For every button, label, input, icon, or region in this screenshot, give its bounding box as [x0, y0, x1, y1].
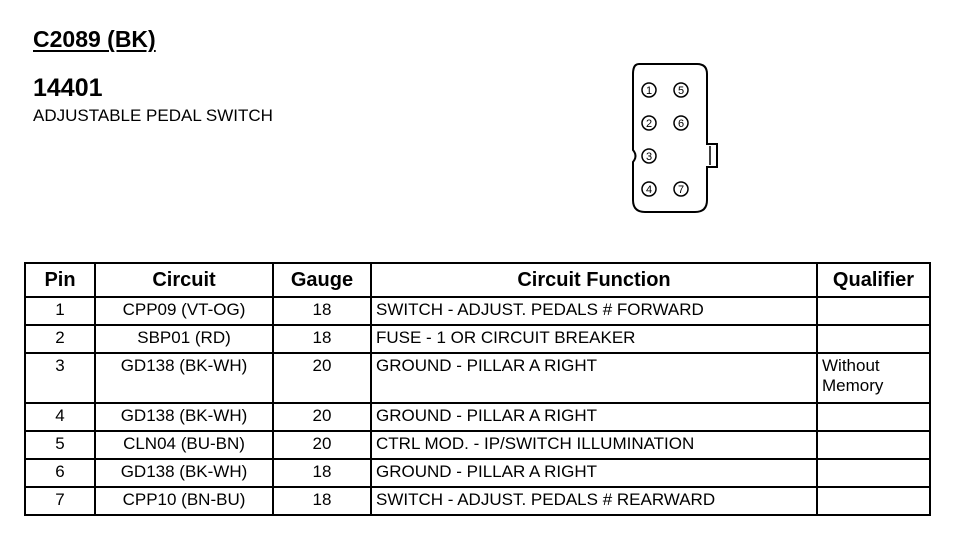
svg-text:7: 7	[677, 184, 685, 196]
gauge-cell: 20	[273, 431, 371, 459]
column-header-gauge: Gauge	[273, 263, 371, 297]
function-cell: FUSE - 1 OR CIRCUIT BREAKER	[371, 325, 817, 353]
pin-3-marker	[642, 149, 656, 163]
circuit-cell: SBP01 (RD)	[95, 325, 273, 353]
qualifier-cell	[817, 487, 930, 515]
gauge-cell: 18	[273, 487, 371, 515]
pin-cell: 7	[25, 487, 95, 515]
svg-text:3: 3	[645, 151, 653, 163]
circuit-cell: GD138 (BK-WH)	[95, 459, 273, 487]
part-number: 14401	[33, 74, 103, 102]
gauge-cell: 20	[273, 403, 371, 431]
function-cell: SWITCH - ADJUST. PEDALS # REARWARD	[371, 487, 817, 515]
table-row	[25, 487, 930, 515]
table-header-row	[25, 263, 930, 297]
qualifier-cell	[817, 431, 930, 459]
column-header-circuit: Circuit	[95, 263, 273, 297]
pin-6-marker	[674, 116, 688, 130]
connector-id: C2089 (BK)	[33, 26, 156, 52]
pin-4-marker	[642, 182, 656, 196]
qualifier-cell	[817, 325, 930, 353]
pin-cell: 2	[25, 325, 95, 353]
function-cell: GROUND - PILLAR A RIGHT	[371, 459, 817, 487]
pin-1-marker	[642, 83, 656, 97]
svg-text:1: 1	[645, 85, 653, 97]
function-cell: CTRL MOD. - IP/SWITCH ILLUMINATION	[371, 431, 817, 459]
function-cell: SWITCH - ADJUST. PEDALS # FORWARD	[371, 297, 817, 325]
table-row	[25, 431, 930, 459]
component-name: ADJUSTABLE PEDAL SWITCH	[33, 106, 273, 125]
connector-face-diagram	[625, 62, 725, 217]
gauge-cell: 18	[273, 325, 371, 353]
pin-cell: 6	[25, 459, 95, 487]
svg-text:6: 6	[677, 118, 685, 130]
circuit-cell: CPP09 (VT-OG)	[95, 297, 273, 325]
column-header-circuit-function: Circuit Function	[371, 263, 817, 297]
qualifier-cell	[817, 403, 930, 431]
svg-text:5: 5	[677, 85, 685, 97]
circuit-cell: CLN04 (BU-BN)	[95, 431, 273, 459]
circuit-cell: GD138 (BK-WH)	[95, 353, 273, 403]
pin-cell: 4	[25, 403, 95, 431]
qualifier-cell: Without Memory	[817, 353, 930, 403]
table-row	[25, 353, 930, 403]
pinout-table	[24, 262, 931, 516]
function-cell: GROUND - PILLAR A RIGHT	[371, 403, 817, 431]
table-row	[25, 297, 930, 325]
gauge-cell: 20	[273, 353, 371, 403]
pin-cell: 1	[25, 297, 95, 325]
function-cell: GROUND - PILLAR A RIGHT	[371, 353, 817, 403]
pin-7-marker	[674, 182, 688, 196]
pin-2-marker	[642, 116, 656, 130]
table-row	[25, 403, 930, 431]
circuit-cell: GD138 (BK-WH)	[95, 403, 273, 431]
table-row	[25, 459, 930, 487]
gauge-cell: 18	[273, 297, 371, 325]
pin-5-marker	[674, 83, 688, 97]
table-row	[25, 325, 930, 353]
pin-cell: 3	[25, 353, 95, 403]
gauge-cell: 18	[273, 459, 371, 487]
column-header-pin: Pin	[25, 263, 95, 297]
svg-text:4: 4	[645, 184, 653, 196]
circuit-cell: CPP10 (BN-BU)	[95, 487, 273, 515]
qualifier-cell	[817, 297, 930, 325]
column-header-qualifier: Qualifier	[817, 263, 930, 297]
svg-text:2: 2	[645, 118, 653, 130]
qualifier-cell	[817, 459, 930, 487]
pin-cell: 5	[25, 431, 95, 459]
